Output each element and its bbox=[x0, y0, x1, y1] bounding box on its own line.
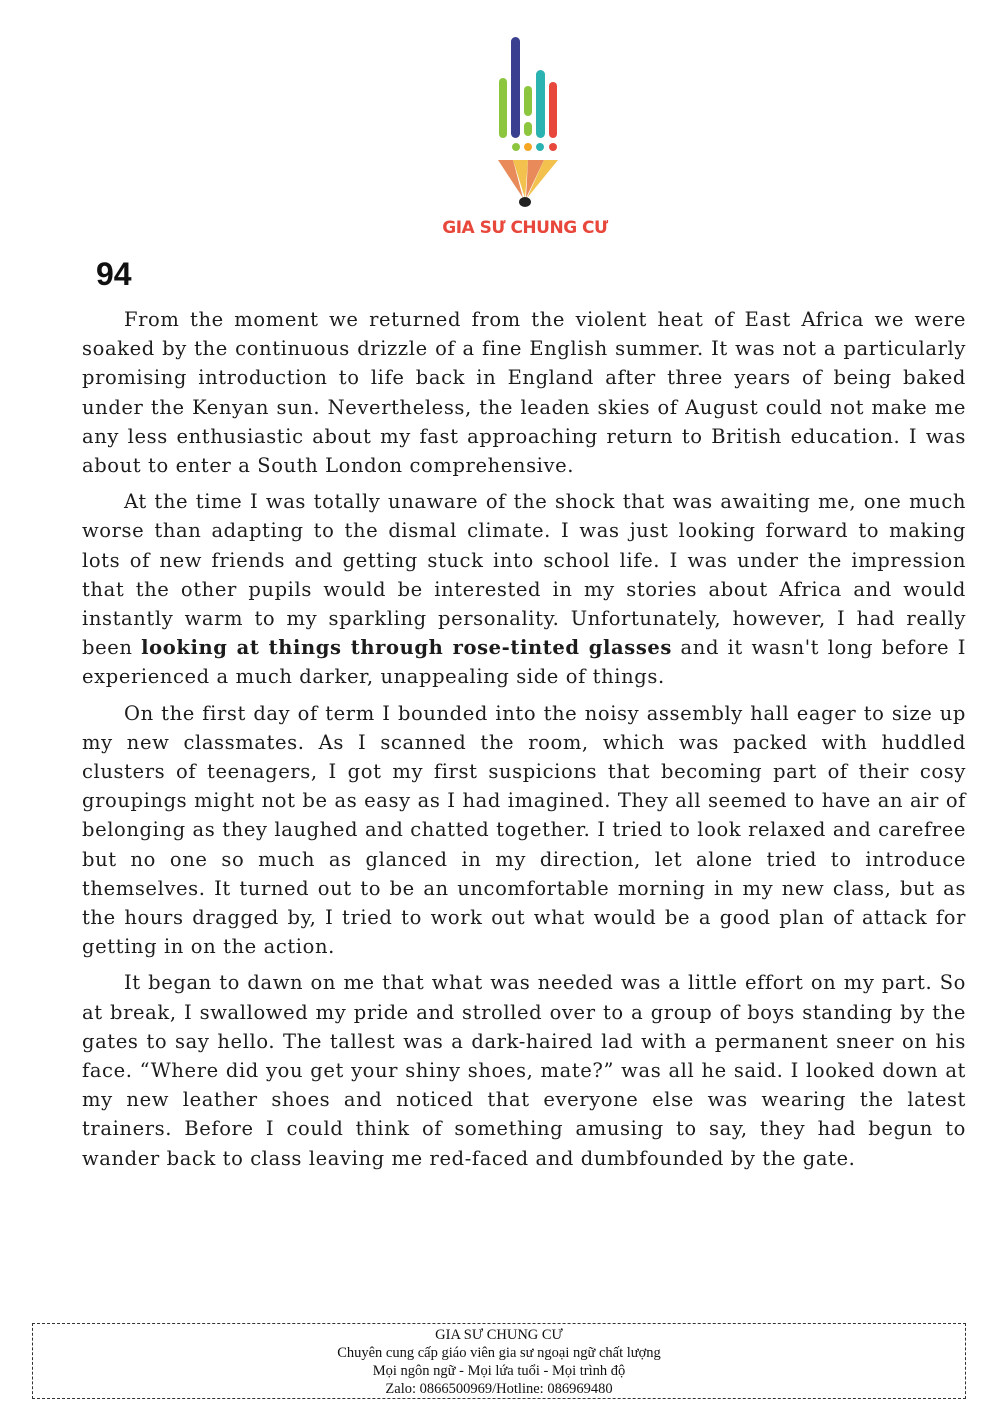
brand-name: GIA SƯ CHUNG CƯ bbox=[442, 218, 608, 238]
footer-info-box bbox=[32, 1323, 966, 1399]
paragraph-1 bbox=[82, 305, 966, 480]
paragraph-2 bbox=[82, 487, 966, 691]
bold-idiom: looking at things through rose-tinted glasses bbox=[141, 636, 672, 660]
paragraph-text: On the first day of term I bounded into the noisy assembly hall eager to size up my new classmates. As I scanned the room, which was packed with huddled clusters of teenagers, I got my first suspicions that becoming part of their cosy groupings might not be as easy as I had imagined. They all seemed to have an air of belonging as they laughed and chatted together. I tried to look relaxed and carefree but no one so much as glanced in my direction, let alone tried to introduce themselves. It turned out to be an uncomfortable morning in my new class, but as the hours dragged by, I tried to work out what would be a good plan of attack for getting in on the action. bbox=[82, 701, 966, 959]
paragraph-text: At the time I was totally unaware of the shock that was awaiting me, one much worse than adapting to the dismal climate. I was just looking forward to making lots of new friends and getting stuck into school life. I was under the impression that the other pupils would be interested in my stories about Africa and would instantly warm to my sparkling personality. Unfortunately, however, I had really been bbox=[82, 490, 966, 660]
paragraph-text: and it wasn't long before I experienced a much darker, unappealing side of things. bbox=[82, 636, 967, 689]
footer-tagline: Chuyên cung cấp giáo viên gia sư ngoại ngữ chất lượng bbox=[337, 1345, 661, 1361]
paragraph-4 bbox=[82, 968, 966, 1172]
footer-brand: GIA SƯ CHUNG CƯ bbox=[435, 1327, 563, 1343]
page-number: 94 bbox=[96, 256, 132, 292]
paragraph-text: From the moment we returned from the violent heat of East Africa we were soaked by the continuous drizzle of a fine English summer. It was not a particularly promising introduction to life back in England after three years of being baked under the Kenyan sun. Nevertheless, the leaden skies of August could not make me any less enthusiastic about my fast approaching return to British education. I was about to enter a South London comprehensive. bbox=[82, 308, 966, 478]
article-body bbox=[82, 305, 966, 1180]
footer-subtagline: Mọi ngôn ngữ - Mọi lứa tuổi - Mọi trình độ bbox=[372, 1363, 626, 1379]
paragraph-text: It began to dawn on me that what was needed was a little effort on my part. So at break, I swallowed my pride and strolled over to a group of boys standing by the gates to say hello. The tallest was a dark-haired lad with a permanent sneer on his face. “Where did you get your shiny shoes, mate?” was all he said. I looked down at my new leather shoes and noticed that everyone else was wearing the latest trainers. Before I could think of something amusing to say, they had begun to wander back to class leaving me red-faced and dumbfounded by the gate. bbox=[82, 971, 966, 1170]
paragraph-3 bbox=[82, 699, 966, 962]
pencil-bars-icon bbox=[420, 30, 630, 215]
footer-contact: Zalo: 0866500969/Hotline: 086969480 bbox=[385, 1381, 613, 1397]
brand-logo bbox=[420, 30, 630, 250]
